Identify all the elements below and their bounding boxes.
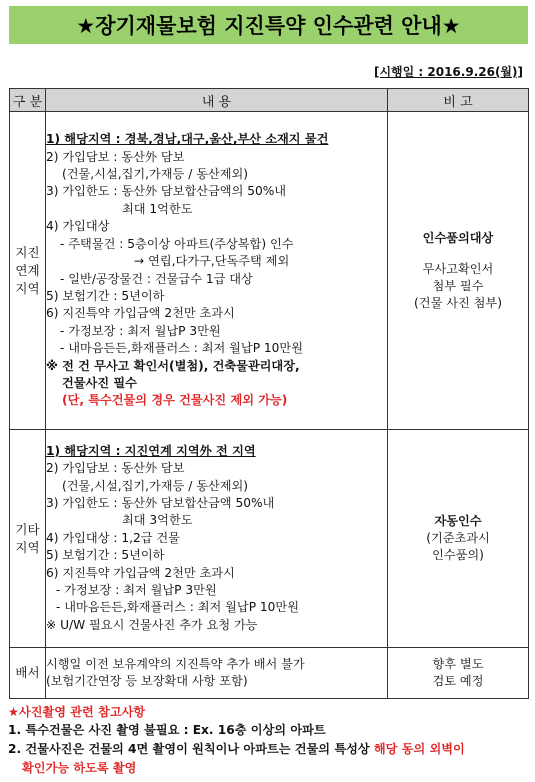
quake-zone-row — [10, 112, 529, 430]
region-line: 1) 해당지역 : 경북,경남,대구,울산,부산 소재지 물건 — [46, 132, 329, 147]
exception-line: (단, 특수건물의 경우 건물사진 제외 가능) — [62, 393, 288, 408]
other-zone-note — [388, 430, 529, 648]
endorsement-line: 시행일 이전 보유계약의 지진특약 추가 배서 불가 — [46, 656, 305, 671]
category-line: 지역 — [15, 539, 40, 555]
page-title: ★장기재물보험 지진특약 인수관련 안내★ — [9, 6, 528, 44]
endorsement-note — [388, 648, 529, 699]
note-title: 자동인수 — [434, 514, 482, 528]
uw-note-line: ※ U/W 필요시 건물사진 추가 요청 가능 — [46, 617, 258, 632]
coverage-line: 2) 가입담보 : 동산外 담보 — [46, 461, 185, 476]
limit-max-line: 최대 1억한도 — [122, 201, 193, 216]
target-exclusion-line: → 연립,다가구,단독주택 제외 — [134, 254, 290, 269]
target-housing-line: - 주택물건 : 5층이상 아파트(주상복합) 인수 — [60, 236, 294, 251]
quake-zone-content — [46, 112, 388, 430]
photo-notes-heading: ★사진촬영 관련 참고사항 — [8, 705, 146, 719]
note-line: 검토 예정 — [432, 674, 484, 688]
photo-note-item — [8, 740, 530, 759]
coverage-detail-line: (건물,시설,집기,가재등 / 동산제외) — [62, 478, 249, 493]
amount-line: 6) 지진특약 가입금액 2천만 초과시 — [46, 306, 235, 321]
required-docs-line: ※ 전 건 무사고 확인서(별첨), 건축물관리대장, — [46, 358, 300, 373]
category-line: 지진 — [15, 244, 40, 260]
period-line: 5) 보험기간 : 5년이하 — [46, 288, 165, 303]
note-line: (기준초과시 — [426, 531, 490, 545]
category-line: 지역 — [15, 280, 40, 296]
header-category: 구 분 — [10, 89, 46, 112]
other-zone-row — [10, 430, 529, 648]
limit-max-line: 최대 3억한도 — [122, 513, 193, 528]
note-line: 무사고확인서 — [422, 261, 494, 276]
note-title: 인수품의대상 — [422, 230, 494, 245]
target-general-line: - 일반/공장물건 : 건물급수 1급 대상 — [60, 271, 253, 286]
target-line: 4) 가입대상 : 1,2급 건물 — [46, 530, 180, 545]
other-zone-category — [10, 430, 46, 648]
endorsement-row — [10, 648, 529, 699]
table-header-row — [10, 89, 529, 112]
photo-note-highlight: 해당 동의 외벽이 — [373, 742, 465, 756]
limit-line: 3) 가입한도 : 동산外 담보합산금액의 50%내 — [46, 184, 287, 199]
period-line: 5) 보험기간 : 5년이하 — [46, 548, 165, 563]
guide-table — [9, 88, 529, 699]
coverage-detail-line: (건물,시설,집기,가재등 / 동산제외) — [62, 167, 249, 182]
endorsement-content — [46, 648, 388, 699]
region-line: 1) 해당지역 : 지진연계 지역外 전 지역 — [46, 443, 256, 458]
amount-home-line: - 가정보장 : 최저 월납P 3만원 — [60, 323, 221, 338]
photo-note-text: 2. 건물사진은 건물의 4면 촬영이 원칙이나 아파트는 건물의 특성상 — [8, 742, 374, 756]
endorsement-line: (보험기간연장 등 보장확대 사항 포함) — [46, 674, 248, 688]
required-photo-line: 건물사진 필수 — [62, 375, 137, 390]
note-line: 첨부 필수 — [432, 278, 484, 293]
amount-fire-line: - 내마음든든,화재플러스 : 최저 월납P 10만원 — [60, 341, 303, 356]
amount-home-line: - 가정보장 : 최저 월납P 3만원 — [56, 583, 217, 598]
endorsement-category: 배서 — [10, 648, 46, 699]
note-line: 인수품의) — [432, 548, 484, 562]
quake-zone-note — [388, 112, 529, 430]
header-content: 내 용 — [46, 89, 388, 112]
note-line: 향후 별도 — [432, 657, 484, 671]
coverage-line: 2) 가입담보 : 동산外 담보 — [46, 149, 185, 164]
effective-date: [시행일 : 2016.9.26(월)] — [373, 65, 523, 79]
quake-zone-category — [10, 112, 46, 430]
target-line: 4) 가입대상 — [46, 219, 110, 234]
photo-note-item-continued: 확인가능 하도록 촬영 — [22, 761, 137, 775]
header-note: 비 고 — [388, 89, 529, 112]
category-line: 연계 — [15, 262, 40, 278]
amount-line: 6) 지진특약 가입금액 2천만 초과시 — [46, 565, 235, 580]
photo-notes — [8, 703, 530, 778]
category-line: 기타 — [15, 521, 40, 537]
limit-line: 3) 가입한도 : 동산外 담보합산금액 50%내 — [46, 495, 275, 510]
amount-fire-line: - 내마음든든,화재플러스 : 최저 월납P 10만원 — [56, 600, 299, 615]
photo-note-item: 1. 특수건물은 사진 촬영 불필요 : Ex. 16층 이상의 아파트 — [8, 723, 326, 737]
other-zone-content — [46, 430, 388, 648]
note-line: (건물 사진 첨부) — [414, 295, 502, 310]
